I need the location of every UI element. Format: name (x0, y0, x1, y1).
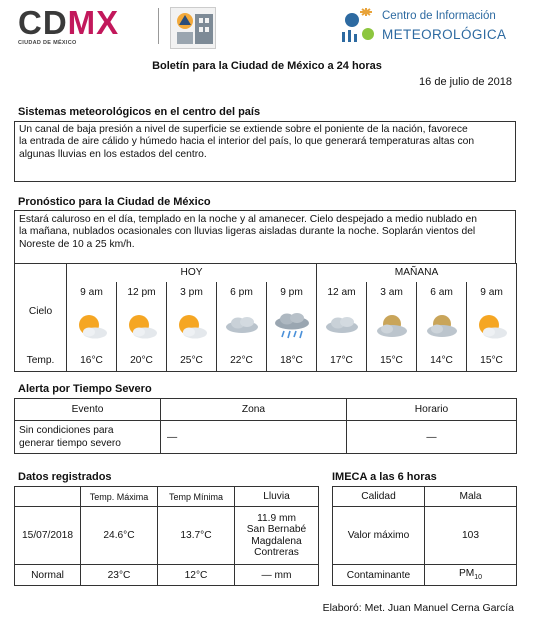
imeca-row2-label: Contaminante (333, 565, 425, 586)
temp-cell: 14°C (417, 350, 467, 372)
records-row2-rain: — mm (235, 565, 319, 586)
records-heading: Datos registrados (18, 471, 112, 483)
hour-cell: 3 am (367, 282, 417, 304)
forecast-heading: Pronóstico para la Ciudad de México (18, 196, 211, 208)
hour-cell: 9 pm (267, 282, 317, 304)
temp-cell: 18°C (267, 350, 317, 372)
forecast-line-1: Estará caluroso en el día, templado en la noche y al amanecer. Cielo despejado a medio nublado en (19, 214, 477, 225)
alert-event (15, 421, 161, 454)
systems-text (15, 122, 515, 163)
records-row1-rain (235, 507, 319, 565)
alert-heading: Alerta por Tiempo Severo (18, 383, 152, 395)
cim-logo-line1: Centro de Información (382, 10, 496, 22)
row-label-temp: Temp. (15, 350, 67, 372)
alert-zone: — (161, 421, 347, 454)
records-row1-min: 13.7°C (158, 507, 235, 565)
cim-logo-line2: METEOROLÓGICA (382, 27, 507, 42)
manana-label: MAÑANA (317, 264, 517, 282)
alert-time: — (347, 421, 517, 454)
imeca-col-quality: Calidad (333, 487, 425, 507)
hour-cell: 3 pm (167, 282, 217, 304)
imeca-row2-value (425, 565, 517, 586)
systems-line-3: algunas lluvias en los estados del centro. (19, 148, 207, 160)
partly-sunny-icon (124, 312, 160, 342)
rain-place-line: Contreras (254, 547, 299, 558)
forecast-line-2: la mañana, nublados ocasionales con lluvias ligeras aisladas durante la noche. Soplarán vientos del (19, 226, 476, 238)
imeca-heading: IMECA a las 6 horas (332, 471, 437, 483)
imeca-table (332, 486, 517, 586)
rain-place-line: San Bernabé (246, 524, 307, 535)
hour-cell: 6 am (417, 282, 467, 304)
rain-amount: 11.9 mm (257, 512, 296, 524)
bulletin-title: Boletín para la Ciudad de México a 24 horas (152, 60, 382, 72)
temp-cell: 17°C (317, 350, 367, 372)
cim-logo (338, 4, 518, 48)
hour-cell: 9 am (467, 282, 517, 304)
records-row1-date: 15/07/2018 (15, 507, 81, 565)
cdmx-logo (18, 6, 150, 52)
cdmx-logo-mx: MX (67, 4, 120, 41)
civil-protection-logo (170, 7, 216, 49)
pollutant-subscript: 10 (474, 574, 483, 582)
temp-cell: 15°C (467, 350, 517, 372)
alert-col-event: Evento (15, 399, 161, 421)
records-row2-min: 12°C (158, 565, 235, 586)
rain-place-line: Magdalena (251, 535, 302, 547)
temp-cell: 25°C (167, 350, 217, 372)
systems-line-2: la entrada de aire cálido y húmedo hacia el interior del país, lo que generará temperaturas altas con (19, 136, 475, 148)
pollutant-name: PM (458, 568, 475, 580)
row-label-cielo: Cielo (15, 304, 67, 350)
cdmx-logo-cd: CD (18, 4, 68, 41)
rain-cloud-icon (272, 311, 312, 343)
hoy-label: HOY (67, 264, 317, 282)
imeca-row1-value: 103 (425, 507, 517, 565)
alert-event-line-1: Sin condiciones para (19, 425, 114, 436)
temp-cell: 22°C (217, 350, 267, 372)
cloudy-icon (223, 312, 261, 342)
temp-cell: 16°C (67, 350, 117, 372)
systems-line-1: Un canal de baja presión a nivel de superficie se extiende sobre el poniente de la nación, favorece (19, 124, 468, 135)
records-table (14, 486, 319, 586)
imeca-row1-label: Valor máximo (333, 507, 425, 565)
systems-heading: Sistemas meteorológicos en el centro del país (18, 106, 261, 118)
forecast-text-box (14, 210, 516, 263)
cdmx-logo-subtitle: CIUDAD DE MÉXICO (18, 40, 77, 46)
partly-cloudy-icon (424, 312, 460, 342)
partly-sunny-icon (174, 312, 210, 342)
header-divider (158, 8, 159, 44)
hour-cell: 12 am (317, 282, 367, 304)
signature: Elaboró: Met. Juan Manuel Cerna García (322, 602, 514, 614)
partly-sunny-icon (74, 312, 110, 342)
hour-cell: 12 pm (117, 282, 167, 304)
records-col-max: Temp. Máxima (81, 487, 158, 507)
partly-cloudy-icon (374, 312, 410, 342)
hour-cell: 6 pm (217, 282, 267, 304)
partly-sunny-icon (474, 312, 510, 342)
records-col-rain: Lluvia (235, 487, 319, 507)
alert-col-zone: Zona (161, 399, 347, 421)
alert-table (14, 398, 517, 454)
records-row2-max: 23°C (81, 565, 158, 586)
forecast-table (14, 263, 517, 372)
temp-cell: 20°C (117, 350, 167, 372)
forecast-text (15, 211, 515, 253)
forecast-line-3: Noreste de 10 a 25 km/h. (19, 238, 135, 250)
alert-event-line-2: generar tiempo severo (19, 438, 121, 449)
imeca-col-value: Mala (425, 487, 517, 507)
alert-col-time: Horario (347, 399, 517, 421)
hour-cell: 9 am (67, 282, 117, 304)
records-row2-label: Normal (15, 565, 81, 586)
records-col-min: Temp Mínima (158, 487, 235, 507)
temp-cell: 15°C (367, 350, 417, 372)
records-row1-max: 24.6°C (81, 507, 158, 565)
bulletin-date: 16 de julio de 2018 (419, 76, 512, 88)
systems-box (14, 121, 516, 182)
cloudy-icon (323, 312, 361, 342)
